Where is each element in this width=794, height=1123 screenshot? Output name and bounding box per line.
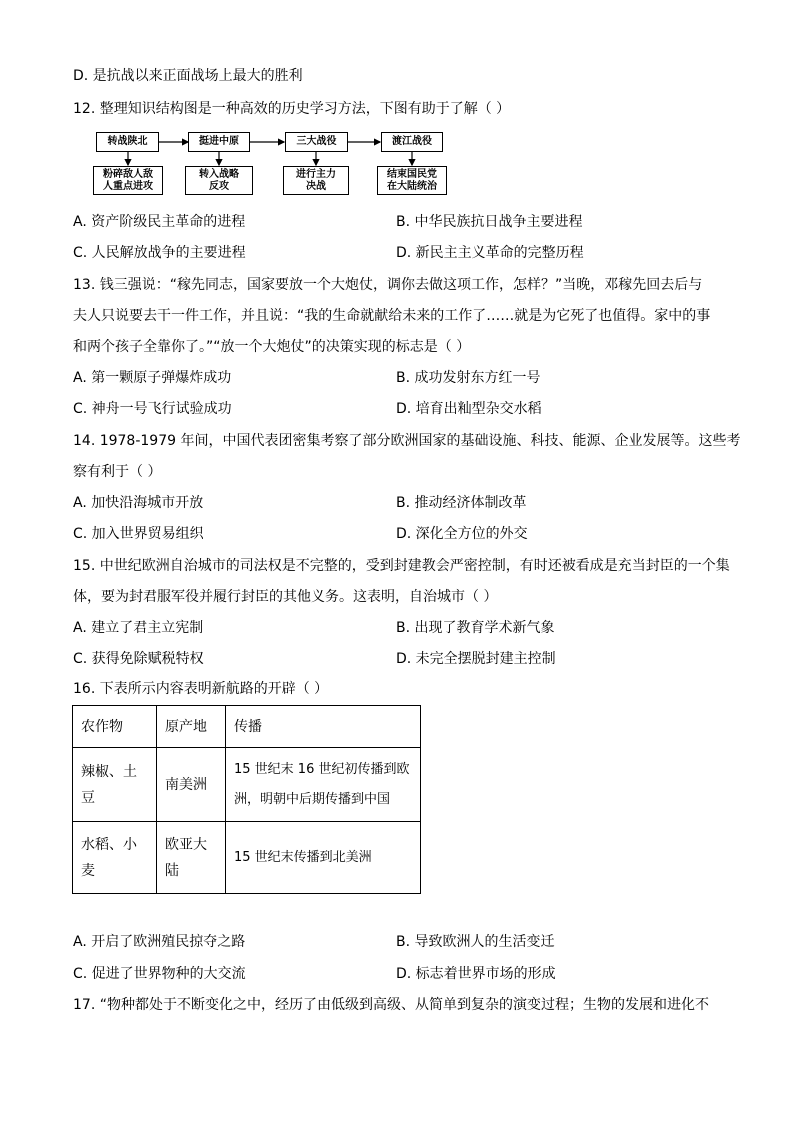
- table-header: 传播: [226, 706, 421, 748]
- q16-option-b[interactable]: B. 导致欧洲人的生活变迁: [396, 934, 555, 950]
- q13-option-a[interactable]: A. 第一颗原子弹爆炸成功: [73, 370, 232, 386]
- q16-option-a[interactable]: A. 开启了欧洲殖民掠夺之路: [73, 934, 246, 950]
- q15-option-c[interactable]: C. 获得免除赋税特权: [73, 651, 204, 667]
- q16-stem: 16. 下表所示内容表明新航路的开辟（ ）: [73, 681, 329, 697]
- q12-option-b[interactable]: B. 中华民族抗日战争主要进程: [396, 214, 583, 230]
- q15-option-a[interactable]: A. 建立了君主立宪制: [73, 620, 204, 636]
- table-cell: 欧亚大 陆: [157, 822, 226, 894]
- q11-option-d: D. 是抗战以来正面战场上最大的胜利: [73, 68, 303, 84]
- q14-stem-line2: 察有利于（ ）: [73, 464, 162, 480]
- table-cell: 水稻、小 麦: [73, 822, 157, 894]
- table-header: 农作物: [73, 706, 157, 748]
- table-cell: 南美洲: [157, 748, 226, 822]
- q16-table: [72, 705, 421, 894]
- q16-option-c[interactable]: C. 促进了世界物种的大交流: [73, 966, 246, 982]
- diagram-node-zhuanzhan: 转战陕北: [96, 132, 159, 152]
- q14-option-d[interactable]: D. 深化全方位的外交: [396, 526, 528, 542]
- diagram-result-fensui: 粉碎敌人敌 人重点进攻: [93, 166, 163, 195]
- q12-option-d[interactable]: D. 新民主主义革命的完整历程: [396, 245, 584, 261]
- table-header: 原产地: [157, 706, 226, 748]
- q17-stem: 17. “物种都处于不断变化之中，经历了由低级到高级、从简单到复杂的演变过程；生物的发展和进化不: [73, 997, 709, 1013]
- diagram-result-zhuanru: 转入战略 反攻: [185, 166, 253, 195]
- diagram-result-jieshu: 结束国民党 在大陆统治: [377, 166, 447, 195]
- diagram-node-sanda: 三大战役: [285, 132, 348, 152]
- q14-option-a[interactable]: A. 加快沿海城市开放: [73, 495, 204, 511]
- table-row: [73, 822, 421, 894]
- q15-option-b[interactable]: B. 出现了教育学术新气象: [396, 620, 555, 636]
- q16-option-d[interactable]: D. 标志着世界市场的形成: [396, 966, 556, 982]
- q13-option-d[interactable]: D. 培育出籼型杂交水稻: [396, 401, 542, 417]
- q13-option-b[interactable]: B. 成功发射东方红一号: [396, 370, 541, 386]
- q13-stem-line1: 13. 钱三强说：“稼先同志，国家要放一个大炮仗，调你去做这项工作，怎样？”当晚，邓稼先回去后与: [73, 277, 703, 293]
- q14-option-b[interactable]: B. 推动经济体制改革: [396, 495, 527, 511]
- q12-option-a[interactable]: A. 资产阶级民主革命的进程: [73, 214, 246, 230]
- table-cell: 15 世纪末 16 世纪初传播到欧 洲，明朝中后期传播到中国: [226, 748, 421, 822]
- table-row: [73, 748, 421, 822]
- q15-stem-line2: 体，要为封君服军役并履行封臣的其他义务。这表明，自治城市（ ）: [73, 589, 498, 605]
- q14-stem-line1: 14. 1978-1979 年间，中国代表团密集考察了部分欧洲国家的基础设施、科技、能源、企业发展等。这些考: [73, 433, 741, 449]
- diagram-node-tingjin: 挺进中原: [188, 132, 250, 152]
- diagram-node-dujiang: 渡江战役: [381, 132, 443, 152]
- q14-option-c[interactable]: C. 加入世界贸易组织: [73, 526, 204, 542]
- q12-option-c[interactable]: C. 人民解放战争的主要进程: [73, 245, 246, 261]
- table-cell: 辣椒、土 豆: [73, 748, 157, 822]
- q12-stem: 12. 整理知识结构图是一种高效的历史学习方法，下图有助于了解（ ）: [73, 101, 511, 117]
- q13-stem-line2: 夫人只说要去干一件工作，并且说：“我的生命就献给未来的工作了……就是为它死了也值得。家中的事: [73, 308, 711, 324]
- q13-option-c[interactable]: C. 神舟一号飞行试验成功: [73, 401, 232, 417]
- q15-stem-line1: 15. 中世纪欧洲自治城市的司法权是不完整的，受到封建教会严密控制，有时还被看成是充当封臣的一个集: [73, 558, 730, 574]
- diagram-result-jinxing: 进行主力 决战: [283, 166, 349, 195]
- table-cell: 15 世纪末传播到北美洲: [226, 822, 421, 894]
- q13-stem-line3: 和两个孩子全靠你了。”“放一个大炮仗”的决策实现的标志是（ ）: [73, 339, 471, 355]
- table-header-row: [73, 706, 421, 748]
- q15-option-d[interactable]: D. 未完全摆脱封建主控制: [396, 651, 556, 667]
